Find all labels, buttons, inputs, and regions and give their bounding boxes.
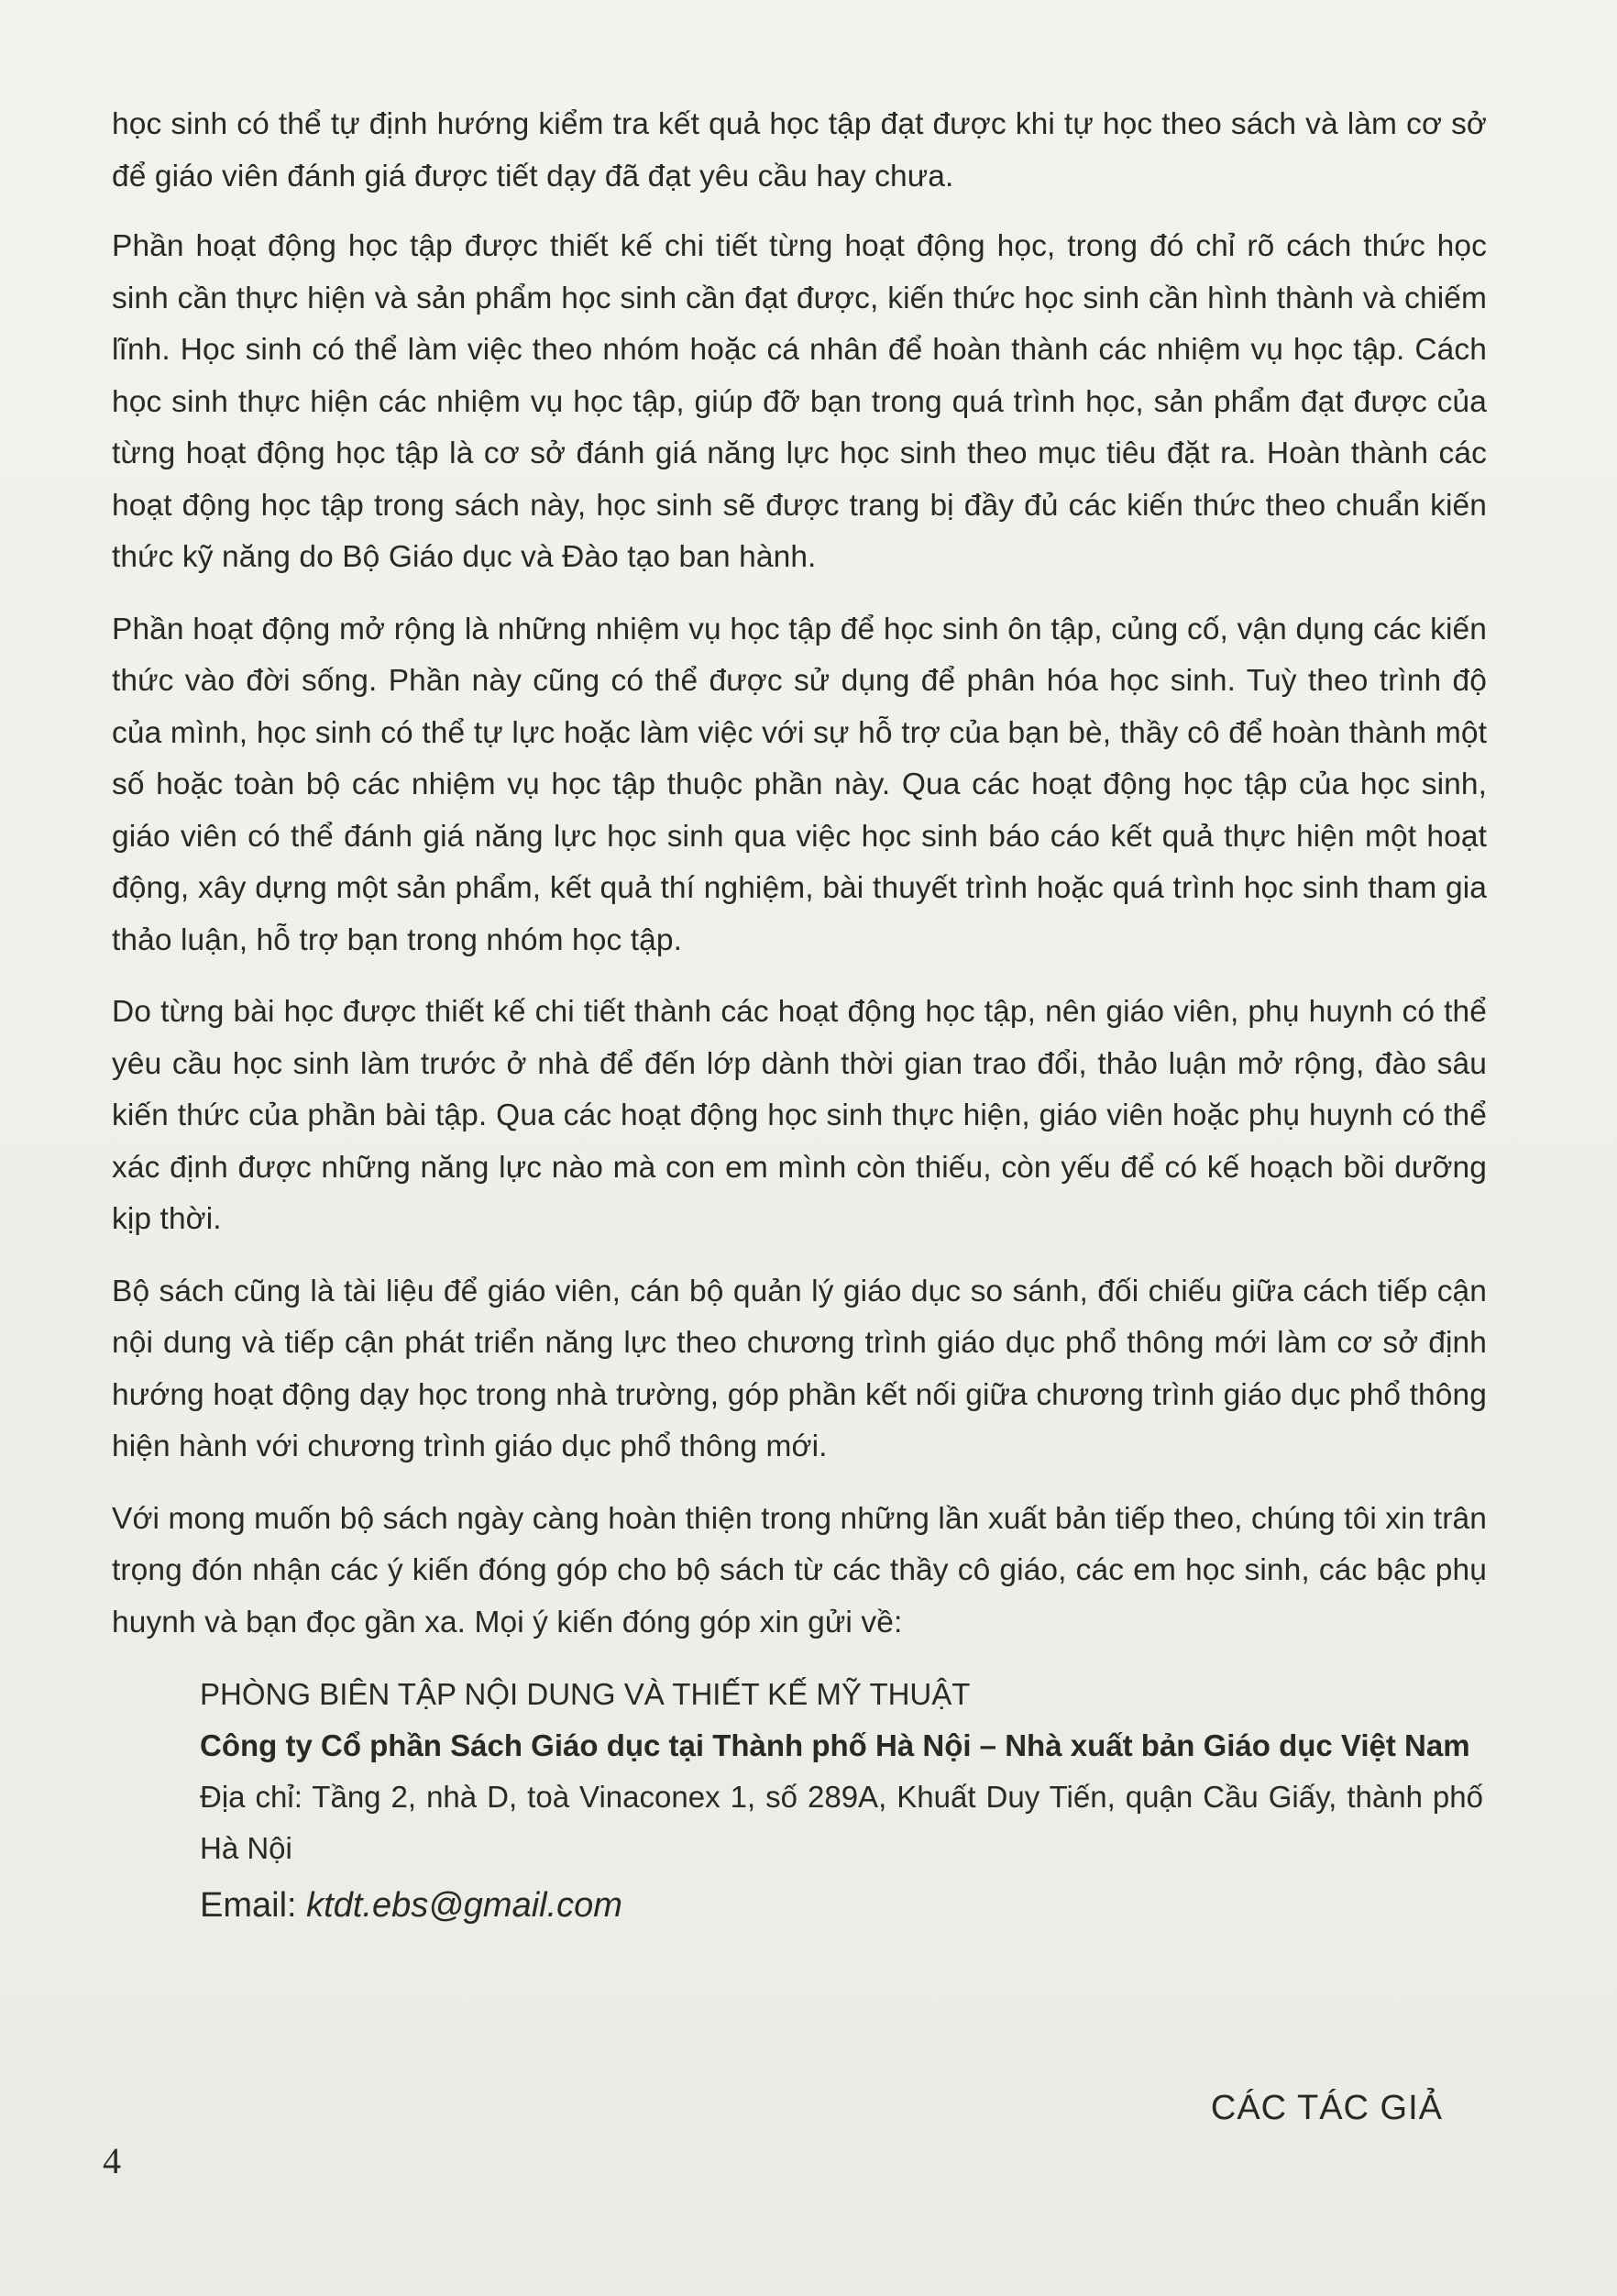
paragraph-extended-activities: Phần hoạt động mở rộng là những nhiệm vụ học tập để học sinh ôn tập, củng cố, vận dụng các kiến thức vào đời sống. Phần này cũng có thể được sử dụng để phân hóa học sinh. Tuỳ theo trình độ của mình, học sinh có thể tự lực hoặc làm việc với sự hỗ trợ của bạn bè, thầy cô để hoàn thành một số hoặc toàn bộ các nhiệm vụ học tập thuộc phần này. Qua các hoạt động học tập của học sinh, giáo viên có thể đánh giá năng lực học sinh qua việc học sinh báo cáo kết quả thực hiện một hoạt động, xây dựng một sản phẩm, kết quả thí nghiệm, bài thuyết trình hoặc quá trình học sinh tham gia thảo luận, hỗ trợ bạn trong nhóm học tập. (112, 612, 1487, 957)
contact-block (200, 1669, 1483, 1933)
authors-signature: CÁC TÁC GIẢ (1210, 2089, 1443, 2127)
page-number: 4 (103, 2140, 121, 2181)
paragraph-learning-activities: Phần hoạt động học tập được thiết kế chi tiết từng hoạt động học, trong đó chỉ rõ cách thức học sinh cần thực hiện và sản phẩm học sinh cần đạt được, kiến thức học sinh cần hình thành và chiếm lĩnh. Học sinh có thể làm việc theo nhóm hoặc cá nhân để hoàn thành các nhiệm vụ học tập. Cách học sinh thực hiện các nhiệm vụ học tập, giúp đỡ bạn trong quá trình học, sản phẩm đạt được của từng hoạt động học tập là cơ sở đánh giá năng lực học sinh theo mục tiêu đặt ra. Hoàn thành các hoạt động học tập trong sách này, học sinh sẽ được trang bị đầy đủ các kiến thức theo chuẩn kiến thức kỹ năng do Bộ Giáo dục và Đào tạo ban hành. (112, 229, 1487, 574)
company-name: Công ty Cổ phần Sách Giáo dục tại Thành phố Hà Nội – Nhà xuất bản Giáo dục Việt Nam (200, 1728, 1470, 1762)
email-line (200, 1878, 1483, 1933)
page-content (112, 99, 1487, 1933)
email-label: Email: (200, 1886, 307, 1925)
email-address: ktdt.ebs@gmail.com (306, 1886, 622, 1925)
paragraph-feedback-request: Với mong muốn bộ sách ngày càng hoàn thiện trong những lần xuất bản tiếp theo, chúng tôi xin trân trọng đón nhận các ý kiến đóng góp cho bộ sách từ các thầy cô giáo, các em học sinh, các bậc phụ huynh và bạn đọc gần xa. Mọi ý kiến đóng góp xin gửi về: (112, 1501, 1487, 1639)
paragraph-homework-preparation: Do từng bài học được thiết kế chi tiết thành các hoạt động học tập, nên giáo viên, phụ huynh có thể yêu cầu học sinh làm trước ở nhà để đến lớp dành thời gian trao đổi, thảo luận mở rộng, đào sâu kiến thức của phần bài tập. Qua các hoạt động học sinh thực hiện, giáo viên hoặc phụ huynh có thể xác định được những năng lực nào mà con em mình còn thiếu, còn yếu để có kế hoạch bồi dưỡng kịp thời. (112, 995, 1487, 1236)
address: Địa chỉ: Tầng 2, nhà D, toà Vinaconex 1, số 289A, Khuất Duy Tiến, quận Cầu Giấy, thành phố Hà Nội (200, 1780, 1483, 1865)
paragraph-reference-material: Bộ sách cũng là tài liệu để giáo viên, cán bộ quản lý giáo dục so sánh, đối chiếu giữa cách tiếp cận nội dung và tiếp cận phát triển năng lực theo chương trình giáo dục phổ thông mới làm cơ sở định hướng hoạt động dạy học trong nhà trường, góp phần kết nối giữa chương trình giáo dục phổ thông hiện hành với chương trình giáo dục phổ thông mới. (112, 1274, 1487, 1463)
department-name: PHÒNG BIÊN TẬP NỘI DUNG VÀ THIẾT KẾ MỸ THUẬT (200, 1677, 971, 1711)
paragraph-intro-continuation: học sinh có thể tự định hướng kiểm tra kết quả học tập đạt được khi tự học theo sách và làm cơ sở để giáo viên đánh giá được tiết dạy đã đạt yêu cầu hay chưa. (112, 107, 1487, 193)
